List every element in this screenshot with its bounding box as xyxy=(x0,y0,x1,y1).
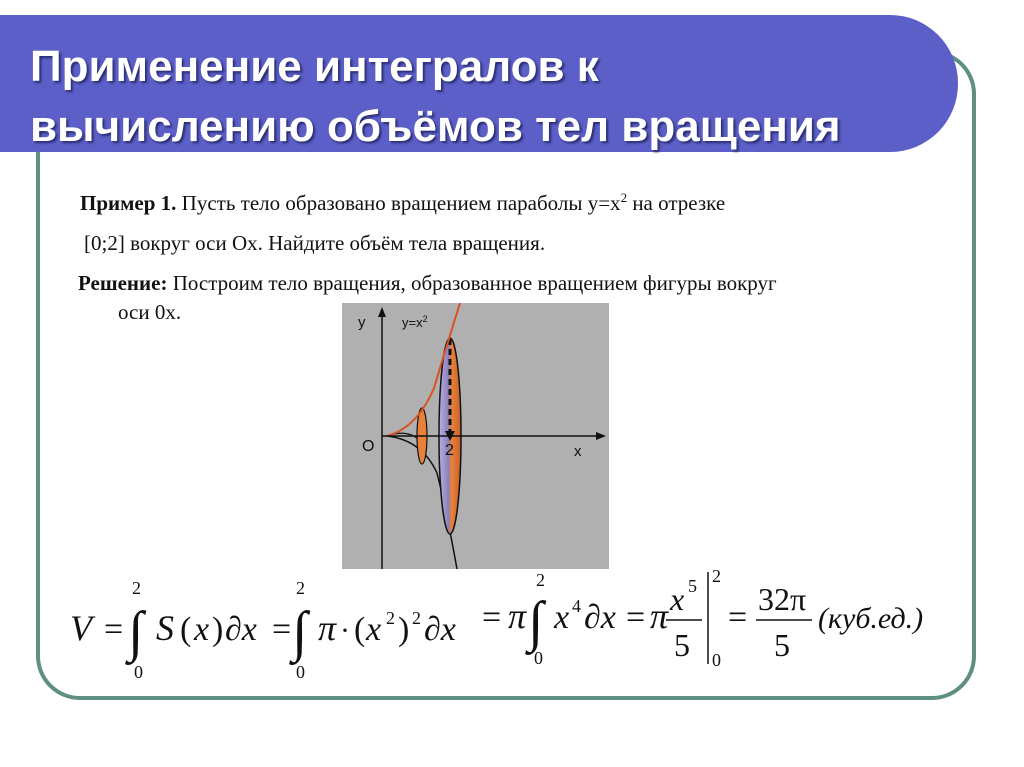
fraction-1-num-exp: 5 xyxy=(688,576,697,596)
formula-paren-open-2: ( xyxy=(354,611,366,648)
integral-3-sign: ∫ xyxy=(528,591,544,653)
formula-exp-4: 4 xyxy=(572,596,581,616)
fraction-1-num-x: x xyxy=(670,581,685,617)
formula-V: V xyxy=(70,608,92,648)
title-line-1: Применение интегралов к xyxy=(30,42,599,91)
formula-eq-5: = xyxy=(728,599,748,636)
example-text-end: на отрезке xyxy=(632,191,726,215)
integral-1-lower: 0 xyxy=(134,662,143,682)
integral-2-upper: 2 xyxy=(296,578,305,598)
example-exponent: 2 xyxy=(620,190,628,205)
integral-1-upper: 2 xyxy=(132,578,141,598)
formula-dx-1: ∂x xyxy=(225,611,257,648)
integral-1-sign: ∫ xyxy=(128,601,144,663)
formula-dot: · xyxy=(340,614,350,647)
volume-formula xyxy=(60,568,960,688)
formula-pi-2: π xyxy=(508,596,527,636)
fraction-1-den: 5 xyxy=(674,627,690,663)
formula-S: S xyxy=(156,608,174,648)
integral-2-sign: ∫ xyxy=(292,601,308,663)
x-axis-label: x xyxy=(574,443,582,460)
formula-units: (куб.ед.) xyxy=(818,602,924,635)
formula-x-3: x xyxy=(554,599,570,636)
example-text: Пусть тело образовано вращением параболы y=x xyxy=(181,191,621,215)
title-bar xyxy=(0,15,958,152)
curve-label-text: y=x xyxy=(402,315,423,330)
example-line-1 xyxy=(80,190,725,216)
formula-eq-1: = xyxy=(104,611,124,648)
formula-eq-2: = xyxy=(272,611,292,648)
solution-line-2: оси 0x. xyxy=(118,300,182,324)
formula-paren-open-1: ( xyxy=(180,611,192,648)
integral-3-upper: 2 xyxy=(536,570,545,590)
y-axis-label: y xyxy=(358,314,366,331)
formula-x-2: x xyxy=(366,611,382,648)
origin-label: O xyxy=(362,438,375,455)
formula-paren-close-1: ) xyxy=(212,611,224,648)
formula-dx-3: ∂x xyxy=(584,599,616,636)
title-line-2: вычислению объёмов тел вращения xyxy=(30,102,841,151)
rotation-body-plot xyxy=(342,303,609,569)
formula-dx-2: ∂x xyxy=(424,611,456,648)
solution-line-1 xyxy=(78,270,777,296)
fraction-2-num: 32π xyxy=(758,581,807,617)
formula-eq-3: = xyxy=(482,599,502,636)
integral-2-lower: 0 xyxy=(296,662,305,682)
formula-exp-2a: 2 xyxy=(386,608,395,628)
fraction-2-den: 5 xyxy=(774,627,790,663)
example-label: Пример 1. xyxy=(80,191,177,215)
example-line-2: [0;2] вокруг оси Ox. Найдите объём тела вращения. xyxy=(84,231,546,255)
evaluation-upper: 2 xyxy=(712,568,721,586)
formula-pi-3: π xyxy=(650,596,669,636)
evaluation-lower: 0 xyxy=(712,650,721,670)
integral-3-lower: 0 xyxy=(534,648,543,668)
formula-x-1: x xyxy=(194,611,210,648)
formula-eq-4: = xyxy=(626,599,646,636)
curve-label-exp: 2 xyxy=(422,314,428,324)
formula-pi-1: π xyxy=(318,608,337,648)
formula-exp-2b: 2 xyxy=(412,608,421,628)
tick-label-2: 2 xyxy=(445,442,454,459)
slide-title xyxy=(30,37,930,157)
solution-text: Построим тело вращения, образованное вращением фигуры вокруг xyxy=(172,271,777,295)
formula-paren-close-2: ) xyxy=(398,611,410,648)
solution-label: Решение: xyxy=(78,271,168,295)
